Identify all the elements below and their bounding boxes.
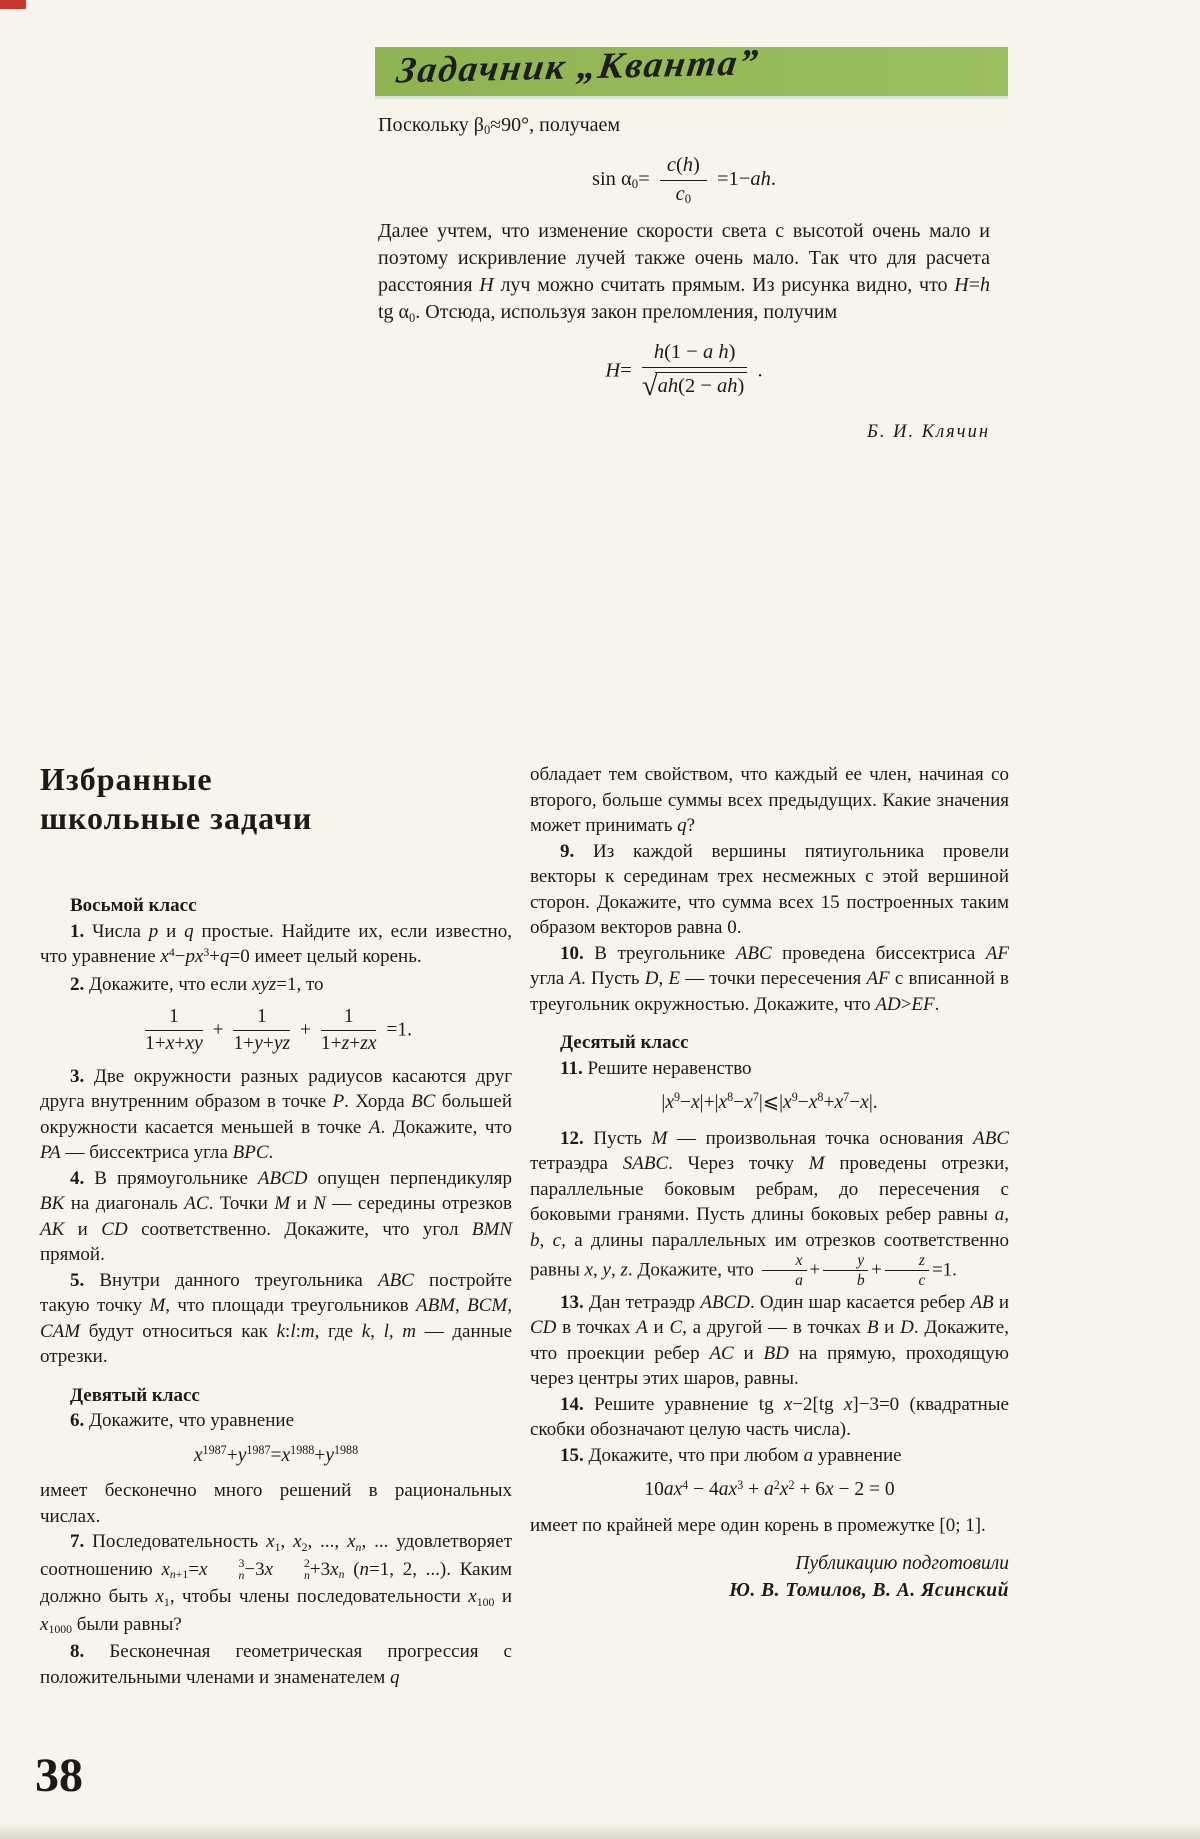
right-column [530, 762, 1009, 1604]
page-bottom-edge [0, 1823, 1200, 1839]
grade-heading-ninth: Девятый класс [70, 1384, 200, 1406]
problem-15: 15. Докажите, что при любом a уравнение [560, 1444, 902, 1466]
left-column [40, 893, 512, 1690]
problem-12: 12. Пусть M — произвольная точка основания ABC тетраэдра SABC. Через точку M проведены отрезки, параллельные боковым ребрам, до пересечения с боковыми гранями. Пусть длины боковых ребер равны a, b, c, а длины параллельных им отрезков соответственно равны x, y, z. Докажите, что $\frac{x}{a}$ + $\frac{y}{b}$ + $\frac{z}{c}$ =1. [530, 1127, 1010, 1290]
problem-13: 13. Дан тетраэдр ABCD. Один шар касается ребер AB и CD в точках A и C, а другой — в точках B и D. Докажите, что проекции ребер AC и BD на прямую, проходящую через центры этих шаров, равны. [530, 1291, 1010, 1390]
section-banner [375, 42, 1008, 99]
problem-15-continuation: имеет по крайней мере один корень в промежутке [0; 1]. [530, 1514, 986, 1536]
problem-6-formula: $x^{1987}+y^{1987}=x^{1988}+y^{1988}$ [193, 1443, 359, 1466]
problem-11: 11. Решите неравенство [560, 1057, 752, 1079]
problem-10: 10. В треугольнике ABC проведена биссектриса AF угла A. Пусть D, E — точки пересечения AF с вписанной в треугольник окружностью. Докажите, что AD>EF. [530, 942, 1010, 1015]
problem-2-formula: $\frac{1}{1+x+xy}$ + $\frac{1}{1+y+yz}$ + $\frac{1}{1+z+zx}$ =1. [145, 1006, 412, 1055]
solution-intro-text: Поскольку $\beta_0\approx 90^\circ$, получаем [378, 114, 621, 138]
problem-2: 2. Докажите, что если xyz=1, то [70, 973, 324, 995]
problem-4: 4. В прямоугольнике ABCD опущен перпендикуляр BK на диагональ AC. Точки M и N — середины отрезков AK и CD соответственно. Докажите, что угол BMN прямой. [40, 1167, 513, 1266]
solution-body-text: Далее учтем, что изменение скорости света с высотой очень мало и поэтому искривление лучей также очень мало. Так что для расчета расстояния H луч можно считать прямым. Из рисунка видно, что H=h tg $\alpha_0$. Отсюда, используя закон преломления, получим [378, 220, 991, 325]
publication-byline [530, 1550, 1009, 1604]
grade-heading-eighth: Восьмой класс [70, 895, 197, 916]
section-banner-title: Задачник „Кванта” [394, 42, 762, 92]
byline-prepared-by: Публикацию подготовили [795, 1553, 1009, 1575]
problem-9: 9. Из каждой вершины пятиугольника провели векторы к серединам трех несмежных с этой вершиной сторон. Докажите, что сумма всех 15 построенных таким образом векторов равна 0. [530, 840, 1009, 938]
problem-1: 1. Числа p и q простые. Найдите их, если известно, что уравнение $x^4-px^3+q=0$ имеет целый корень. [40, 920, 512, 967]
height-formula: H= $\frac{\text{h(1 − a h)}}{√ah(2 - ah)}$ . [605, 341, 763, 402]
problem-11-formula: $|x^9-x|+|x^8-x^7|⩽|x^9-x^8+x^7-x|$. [661, 1090, 878, 1113]
problem-5: 5. Внутри данного треугольника ABC постройте такую точку M, что площади треугольников ABM, BCM, CAM будут относиться как k:l:m, где k, l, m — данные отрезки. [40, 1269, 513, 1368]
red-registration-mark [0, 0, 26, 9]
sin-alpha-formula: $\sin \alpha_0=$ $\frac{c(h)}{c_0}$ =1−ah. [592, 154, 776, 207]
selected-problems-title: Избранные школьные задачи [40, 761, 313, 836]
solution-article [378, 112, 990, 446]
grade-heading-tenth: Десятый класс [560, 1032, 689, 1053]
problem-15-formula: $10ax^4 - 4ax^3 + a^2x^2 + 6x - 2 = 0$ [644, 1477, 895, 1501]
problem-14: 14. Решите уравнение tg x−2[tg x]−3=0 (квадратные скобки обозначают целую часть числа). [530, 1393, 1009, 1441]
problem-6: 6. Докажите, что уравнение [70, 1410, 295, 1432]
problem-7: 7. Последовательность $x_1$, $x_2$, ..., $x_n$, ... удовлетворяет соотношению $x_{n+1}=x$ 3 n −3x 2 n $+3x_n$ (n=1, 2, ...). Каким должно быть $x_1$, чтобы члены последовательности $x_{100}$ и $x_{1000}$ были равны? [40, 1531, 513, 1637]
byline-authors: Ю. В. Томилов, В. А. Ясинский [729, 1580, 1009, 1602]
problem-8-continuation: обладает тем свойством, что каждый ее член, начиная со второго, больше суммы всех предыдущих. Какие значения может принимать q? [530, 764, 1009, 836]
page-number: 38 [35, 1749, 83, 1802]
solution-author-byline: Б. И. Клячин [867, 421, 990, 442]
problem-8: 8. Бесконечная геометрическая прогрессия с положительными членами и знаменателем q [40, 1641, 512, 1688]
problem-6-continuation: имеет бесконечно много решений в рациональных числах. [40, 1480, 512, 1527]
problem-3: 3. Две окружности разных радиусов касаются друг друга внутренним образом в точке P. Хорда BC большей окружности касается меньшей в точке A. Докажите, что PA — биссектриса угла BPC. [40, 1065, 513, 1164]
